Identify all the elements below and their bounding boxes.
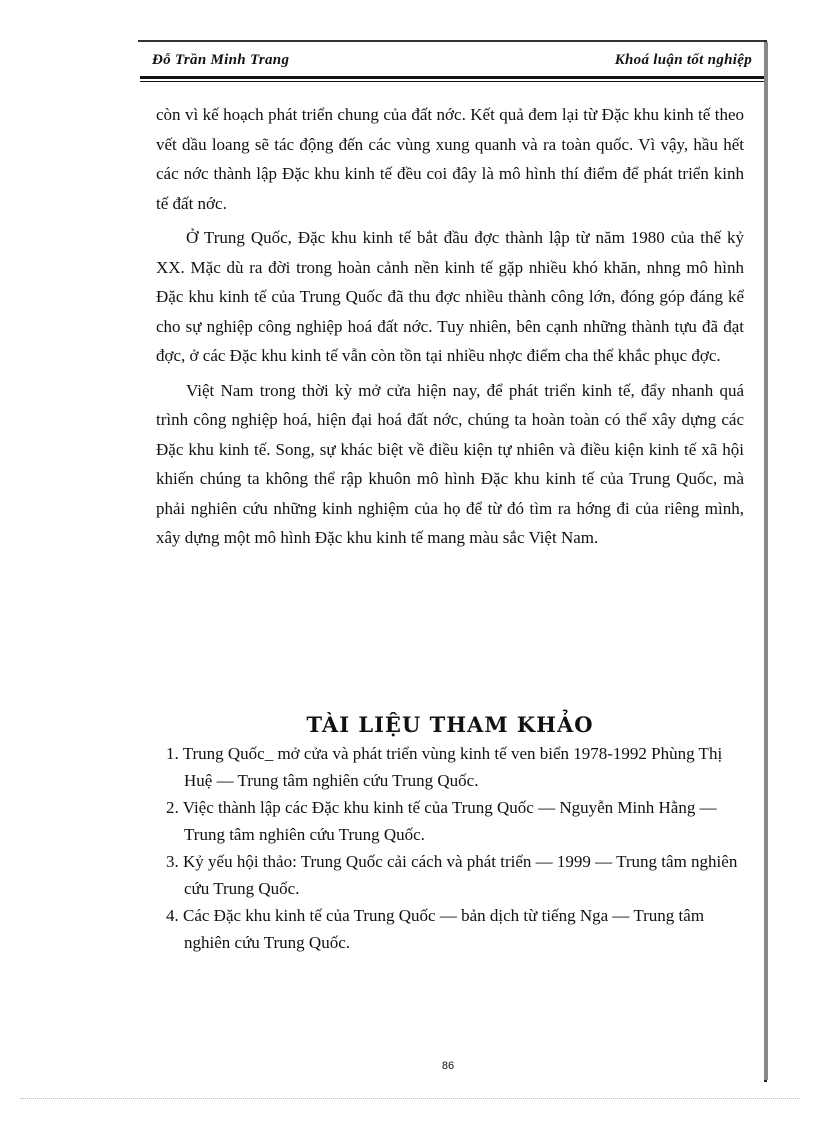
reference-item: 1. Trung Quốc_ mở cửa và phát triển vùng kinh tế ven biển 1978-1992 Phùng Thị Huệ — Trung tâm nghiên cứu Trung Quốc. <box>166 744 723 790</box>
page-number: 86 <box>441 1060 455 1072</box>
paragraph: Ở Trung Quốc, Đặc khu kinh tế bắt đầu đợc thành lập từ năm 1980 của thế kỷ XX. Mặc dù ra đời trong hoàn cảnh nền kinh tế gặp nhiều khó khăn, nhng mô hình Đặc khu kinh tế của Trung Quốc đã thu đợc nhiều thành công lớn, đóng góp đáng kể cho sự nghiệp công nghiệp hoá đất nớc. Tuy nhiên, bên cạnh những thành tựu đã đạt đợc, ở các Đặc khu kinh tế vẫn còn tồn tại nhiều nhợc điểm cha thể khắc phục đợc. <box>156 228 744 365</box>
references-title: TÀI LIỆU THAM KHẢO <box>306 712 594 737</box>
bottom-dotted-rule <box>20 1098 800 1099</box>
paragraph: còn vì kế hoạch phát triển chung của đất nớc. Kết quả đem lại từ Đặc khu kinh tế theo vết dầu loang sẽ tác động đến các vùng xung quanh và ra toàn quốc. Vì vậy, hầu hết các nớc thành lập Đặc khu kinh tế đều coi đây là mô hình thí điểm để phát triển kinh tế đất nớc. <box>156 105 744 213</box>
header-rule <box>140 76 764 79</box>
references-list <box>166 741 746 957</box>
body-text <box>156 100 744 558</box>
header-title: Khoá luận tốt nghiệp <box>614 52 752 68</box>
paragraph: Việt Nam trong thời kỳ mở cửa hiện nay, để phát triển kinh tế, đẩy nhanh quá trình công nghiệp hoá, hiện đại hoá đất nớc, chúng ta hoàn toàn có thể xây dựng các Đặc khu kinh tế. Song, sự khác biệt về điều kiện tự nhiên và điều kiện kinh tế xã hội khiến chúng ta không thể rập khuôn mô hình Đặc khu kinh tế của Trung Quốc, mà phải nghiên cứu những kinh nghiệm của họ để từ đó tìm ra hớng đi của riêng mình, xây dựng một mô hình Đặc khu kinh tế mang màu sắc Việt Nam. <box>156 380 744 547</box>
header-author: Đỗ Trần Minh Trang <box>152 52 290 68</box>
reference-item: 4. Các Đặc khu kinh tế của Trung Quốc — bản dịch từ tiếng Nga — Trung tâm nghiên cứu Trung Quốc. <box>166 906 705 952</box>
header-rule-thin <box>140 81 764 82</box>
page-header <box>152 50 752 74</box>
reference-item: 2. Việc thành lập các Đặc khu kinh tế của Trung Quốc — Nguyễn Minh Hằng — Trung tâm nghiên cứu Trung Quốc. <box>166 798 717 844</box>
reference-item: 3. Kỷ yếu hội thảo: Trung Quốc cải cách và phát triển — 1999 — Trung tâm nghiên cứu Trung Quốc. <box>166 852 738 898</box>
page-border-shadow <box>764 42 768 1080</box>
